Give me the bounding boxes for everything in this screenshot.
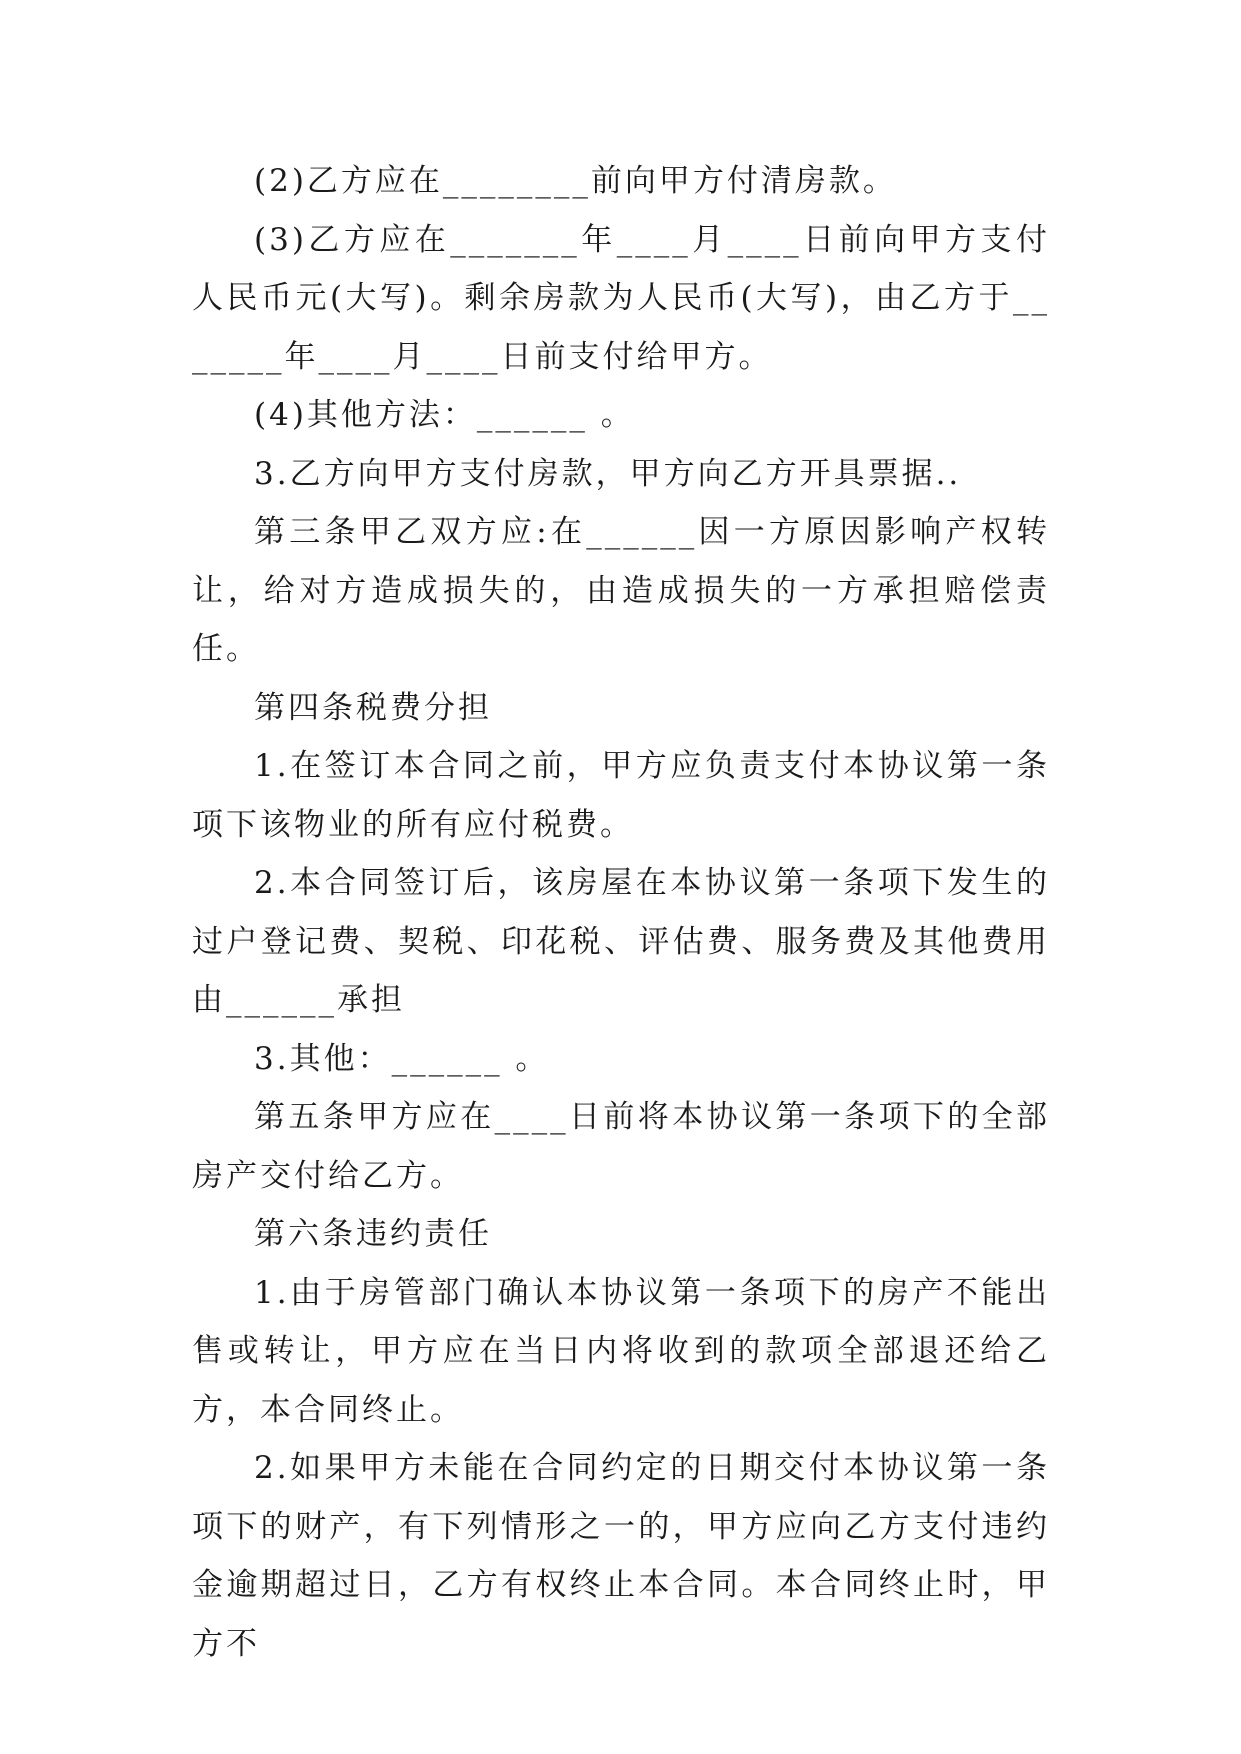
heading-article-6: 第六条违约责任 (254, 1216, 492, 1252)
paragraph-article-3: 第三条甲乙双方应:在______因一方原因影响产权转让，给对方造成损失的，由造成损失的一方承担赔偿责任。 (192, 514, 1050, 667)
paragraph-article-5: 第五条甲方应在____日前将本协议第一条项下的全部房产交付给乙方。 (192, 1099, 1050, 1194)
paragraph-breach-2: 2.如果甲方未能在合同约定的日期交付本协议第一条项下的财产，有下列情形之一的，甲方应向乙方支付违约金逾期超过日，乙方有权终止本合同。本合同终止时，甲方不 (192, 1450, 1050, 1662)
document-body (192, 152, 1050, 1673)
paragraph-tax-3: 3.其他：______ 。 (254, 1040, 550, 1077)
paragraph-receipt: 3.乙方向甲方支付房款，甲方向乙方开具票据.. (254, 455, 962, 492)
heading-article-4: 第四条税费分担 (254, 689, 492, 726)
paragraph-payment-2: (2)乙方应在________前向甲方付清房款。 (254, 163, 897, 199)
paragraph-payment-3: (3)乙方应在_______年____月____日前向甲方支付人民币元(大写)。剩余房款为人民币(大写)，由乙方于_______年____月____日前支付给甲方。 (192, 221, 1050, 375)
paragraph-payment-4: (4)其他方法：______ 。 (254, 397, 635, 433)
paragraph-breach-1: 1.由于房管部门确认本协议第一条项下的房产不能出售或转让，甲方应在当日内将收到的款项全部退还给乙方，本合同终止。 (192, 1274, 1050, 1428)
paragraph-tax-2: 2.本合同签订后，该房屋在本协议第一条项下发生的过户登记费、契税、印花税、评估费、服务费及其他费用由______承担 (192, 865, 1050, 1018)
paragraph-tax-1: 1.在签订本合同之前，甲方应负责支付本协议第一条项下该物业的所有应付税费。 (192, 748, 1050, 843)
